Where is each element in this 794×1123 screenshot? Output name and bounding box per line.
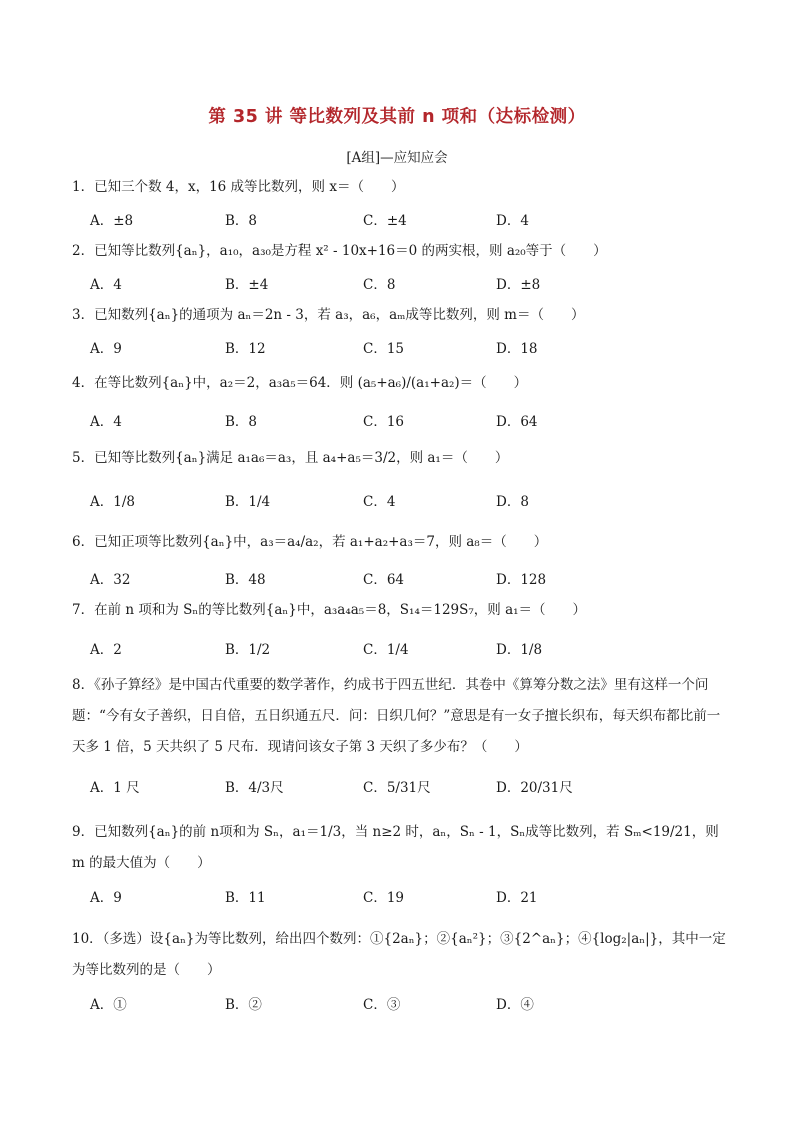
option-d[interactable]: D．18 (496, 341, 538, 357)
option-c[interactable]: C．1/4 (363, 642, 409, 658)
option-c[interactable]: C．15 (363, 341, 405, 357)
option-a[interactable]: A．9 (90, 341, 122, 357)
option-a[interactable]: A．32 (90, 572, 131, 588)
option-b[interactable]: B．±4 (225, 277, 269, 293)
option-d[interactable]: D．21 (496, 890, 538, 906)
option-c[interactable]: C．8 (363, 277, 396, 293)
question-1-options (0, 209, 794, 229)
question-3: 3．已知数列{aₙ}的通项为 aₙ＝2n - 3，若 a₃，a₆，aₘ成等比数列，则 m＝（ ） (72, 307, 585, 323)
question-7-options (0, 638, 794, 658)
option-d[interactable]: D．±8 (496, 277, 541, 293)
option-b[interactable]: B．1/4 (225, 494, 271, 510)
question-9: 9．已知数列{aₙ}的前 n项和为 Sₙ，a₁＝1/3，当 n≥2 时，aₙ，Sₙ - 1，Sₙ成等比数列，若 Sₘ<19/21，则 m 的最大值为（ ） (72, 824, 719, 871)
question-7: 7．在前 n 项和为 Sₙ的等比数列{aₙ}中，a₃a₄a₅＝8，S₁₄＝129S₇，则 a₁＝（ ） (72, 602, 587, 618)
option-a[interactable]: A．±8 (90, 213, 134, 229)
question-6-options (0, 568, 794, 588)
question-10: 10．（多选）设{aₙ}为等比数列，给出四个数列：①{2aₙ}；②{aₙ²}；③{2^aₙ}；④{log₂|aₙ|}，其中一定为等比数列的是（ ） (72, 931, 726, 978)
option-c[interactable]: C．16 (363, 414, 405, 430)
option-a[interactable]: A．1/8 (90, 494, 135, 510)
option-b[interactable]: B．12 (225, 341, 266, 357)
question-8-options (0, 776, 794, 796)
question-4-options (0, 410, 794, 430)
question-9-options (0, 886, 794, 906)
option-c[interactable]: C．64 (363, 572, 405, 588)
option-a[interactable]: A．4 (90, 277, 122, 293)
option-b[interactable]: B．48 (225, 572, 266, 588)
option-d[interactable]: D．④ (496, 997, 534, 1013)
option-c[interactable]: C．±4 (363, 213, 407, 229)
option-a[interactable]: A．4 (90, 414, 122, 430)
question-10-options (0, 993, 794, 1013)
option-d[interactable]: D．8 (496, 494, 529, 510)
option-b[interactable]: B．4/3尺 (225, 780, 284, 796)
question-3-options (0, 337, 794, 357)
question-8: 8．《孙子算经》是中国古代重要的数学著作，约成书于四五世纪．其卷中《算筹分数之法》里有这样一个问题：“今有女子善织，日自倍，五日织通五尺．问：日织几何？”意思是有一女子擅长织布，每天织布都比前一天多 1 倍，5 天共织了 5 尺布．现请问该女子第 3 天织了多少布？（ ） (72, 677, 721, 755)
option-c[interactable]: C．4 (363, 494, 396, 510)
option-b[interactable]: B．8 (225, 213, 258, 229)
option-a[interactable]: A．9 (90, 890, 122, 906)
question-5-options (0, 490, 794, 510)
option-d[interactable]: D．20/31尺 (496, 780, 573, 796)
option-b[interactable]: B．1/2 (225, 642, 271, 658)
question-4: 4．在等比数列{aₙ}中，a₂＝2，a₃a₅＝64．则 (a₅+a₆)/(a₁+a₂)＝（ ） (72, 375, 528, 391)
option-d[interactable]: D．4 (496, 213, 529, 229)
question-1: 1．已知三个数 4，x，16 成等比数列，则 x＝（ ） (72, 179, 405, 195)
question-2-options (0, 273, 794, 293)
question-6: 6．已知正项等比数列{aₙ}中，a₃＝a₄/a₂，若 a₁+a₂+a₃＝7，则 a₈＝（ ） (72, 534, 548, 550)
option-c[interactable]: C．5/31尺 (363, 780, 431, 796)
option-a[interactable]: A．① (90, 997, 127, 1013)
option-b[interactable]: B．8 (225, 414, 258, 430)
option-d[interactable]: D．128 (496, 572, 547, 588)
option-b[interactable]: B．11 (225, 890, 266, 906)
option-d[interactable]: D．1/8 (496, 642, 543, 658)
page-title: 第 35 讲 等比数列及其前 n 项和（达标检测） (208, 107, 586, 127)
option-d[interactable]: D．64 (496, 414, 538, 430)
option-a[interactable]: A．2 (90, 642, 122, 658)
question-2: 2．已知等比数列{aₙ}，a₁₀，a₃₀是方程 x² - 10x+16＝0 的两实根，则 a₂₀等于（ ） (72, 243, 607, 259)
option-a[interactable]: A．1 尺 (90, 780, 140, 796)
option-c[interactable]: C．③ (363, 997, 401, 1013)
question-5: 5．已知等比数列{aₙ}满足 a₁a₆＝a₃，且 a₄+a₅＝3/2，则 a₁＝（ ） (72, 450, 509, 466)
section-heading: [A组]—应知应会 (346, 150, 448, 166)
option-c[interactable]: C．19 (363, 890, 405, 906)
option-b[interactable]: B．② (225, 997, 262, 1013)
